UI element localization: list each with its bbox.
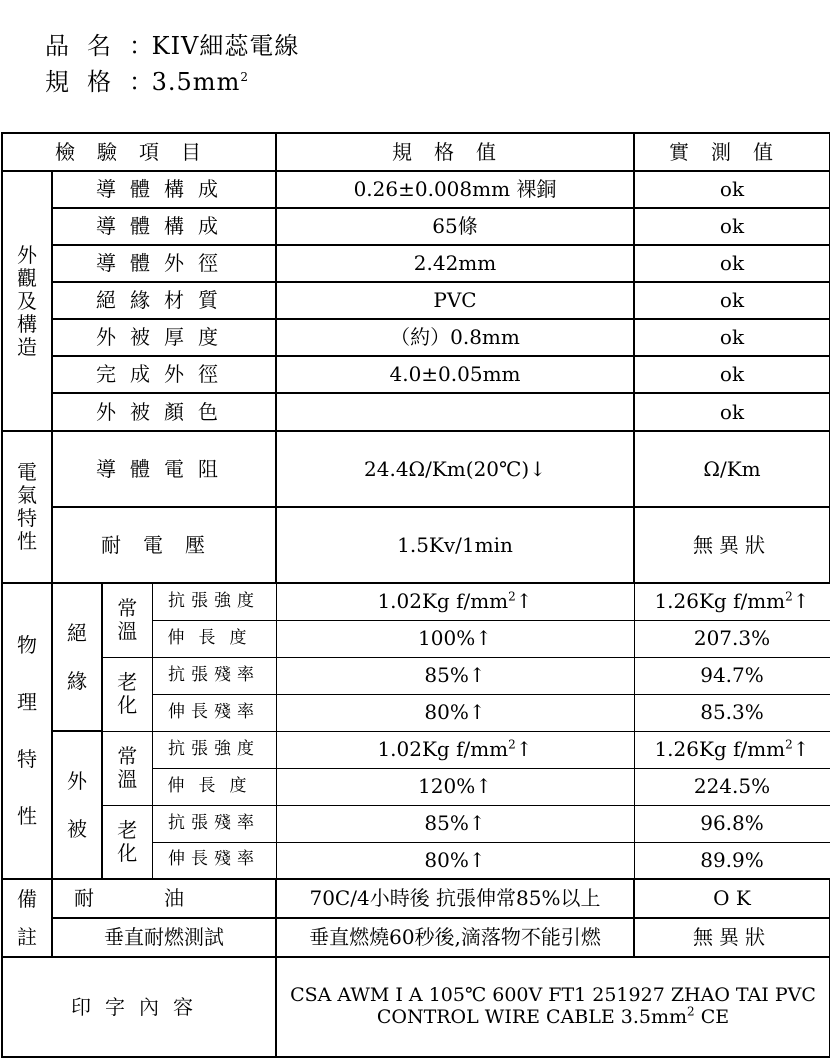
row-measured: ok [634,171,830,208]
row-item: 導體構成 [52,208,276,245]
table-row [2,805,830,842]
row-measured: ok [634,319,830,356]
group-appearance: 外觀及構造 [2,171,52,431]
row-measured: 1.26Kg $f/mm^2↑$ [634,583,830,620]
table-row [2,731,830,768]
table-row [2,208,830,245]
row-item: 伸長殘率 [152,694,276,731]
row-measured: 無異狀 [634,918,830,957]
table-row [2,918,830,957]
table-row [2,245,830,282]
row-measured: ok [634,393,830,431]
row-measured: 85.3% [634,694,830,731]
product-spec-line [45,62,249,97]
table-row [2,431,830,507]
printing-text [276,957,830,1057]
row-spec: 2.42mm [276,245,634,282]
printing-label: 印字內容 [2,957,276,1057]
subgroup-sheath: 外被 [52,731,102,879]
group-remarks: 備註 [2,879,52,957]
row-item: 抗張強度 [152,731,276,768]
row-item: 絕緣材質 [52,282,276,319]
row-spec: 80%↑ [276,842,634,879]
row-spec: 24.4Ω/Km(20℃)↓ [276,431,634,507]
col-header-spec: 規格值 [276,133,634,171]
row-measured: ok [634,208,830,245]
row-spec: 1.02Kg $f/mm^2↑$ [276,731,634,768]
table-row [2,957,830,1057]
row-item: 外被顏色 [52,393,276,431]
row-measured: 207.3% [634,620,830,657]
table-row [2,583,830,620]
table-row [2,356,830,393]
condition-aged: 老化 [102,805,152,879]
row-measured: O K [634,879,830,918]
table-row [2,319,830,356]
group-physical: 物理特性 [2,583,52,879]
row-measured: ok [634,282,830,319]
row-item: 抗張強度 [152,583,276,620]
row-item: 耐油 [52,879,276,918]
table-header-row [2,133,830,171]
row-spec: PVC [276,282,634,319]
row-item: 伸長度 [152,620,276,657]
col-header-item: 檢驗項目 [2,133,276,171]
table-row [2,507,830,583]
row-spec: 1.5Kv/1min [276,507,634,583]
row-item: 伸長殘率 [152,842,276,879]
row-measured: 224.5% [634,768,830,805]
row-item: 導體電阻 [52,431,276,507]
group-electrical: 電氣特性 [2,431,52,583]
row-spec: 0.26±0.008mm 裸銅 [276,171,634,208]
table-row [2,657,830,694]
table-row [2,393,830,431]
row-spec: 1.02Kg $f/mm^2↑$ [276,583,634,620]
row-spec: 120%↑ [276,768,634,805]
table-row [2,171,830,208]
printing-line-1: CSA AWM I A 105℃ 600V FT1 251927 ZHAO TAI PVC [290,984,816,1007]
row-measured: 89.9% [634,842,830,879]
row-spec: 85%↑ [276,805,634,842]
printing-line-2: CONTROL WIRE CABLE $3.5mm^2$ CE [376,1004,730,1028]
subgroup-insulation: 絕緣 [52,583,102,731]
row-item: 伸長度 [152,768,276,805]
condition-normal: 常溫 [102,731,152,805]
row-spec: 垂直燃燒60秒後,滴落物不能引燃 [276,918,634,957]
product-name-line [45,26,299,61]
row-item: 垂直耐燃測試 [52,918,276,957]
row-measured: 96.8% [634,805,830,842]
product-spec-label: 規格： [45,68,171,96]
condition-normal: 常溫 [102,583,152,657]
row-spec [276,393,634,431]
row-item: 抗張殘率 [152,657,276,694]
row-spec: （約）0.8mm [276,319,634,356]
row-spec: 85%↑ [276,657,634,694]
row-item: 導體構成 [52,171,276,208]
row-item: 抗張殘率 [152,805,276,842]
condition-aged: 老化 [102,657,152,731]
product-spec-value: $3.5mm^2$ [151,68,249,96]
table-row [2,282,830,319]
row-item: 導體外徑 [52,245,276,282]
row-spec: 4.0±0.05mm [276,356,634,393]
row-measured: ok [634,356,830,393]
inspection-table [1,132,830,1058]
row-measured: 無異狀 [634,507,830,583]
row-spec: 70C/4小時後 抗張伸常85%以上 [276,879,634,918]
row-measured: Ω/Km [634,431,830,507]
row-item: 完成外徑 [52,356,276,393]
row-measured: 1.26Kg $f/mm^2↑$ [634,731,830,768]
row-item: 外被厚度 [52,319,276,356]
row-item: 耐電壓 [52,507,276,583]
row-spec: 80%↑ [276,694,634,731]
row-measured: ok [634,245,830,282]
row-spec: 65條 [276,208,634,245]
col-header-measured: 實測值 [634,133,830,171]
row-measured: 94.7% [634,657,830,694]
row-spec: 100%↑ [276,620,634,657]
product-name-label: 品名： [45,32,171,60]
product-name-value: KIV細蕊電線 [151,32,300,60]
table-row [2,879,830,918]
